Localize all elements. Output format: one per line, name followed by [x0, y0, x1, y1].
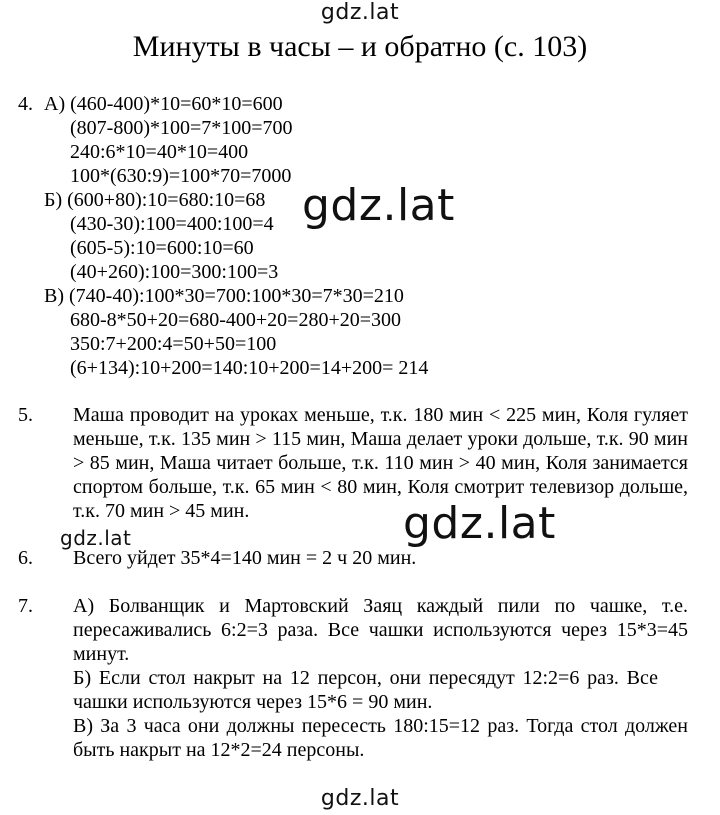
task-4-line: (807-800)*100=7*100=700	[70, 117, 293, 139]
task-5-line: т.к. 70 мин > 45 мин.	[73, 500, 250, 522]
page-title: Минуты в часы – и обратно (с. 103)	[132, 30, 588, 63]
watermark-bottom: gdz.lat	[320, 786, 400, 811]
task-5-line: Маша проводит на уроках меньше, т.к. 180 мин < 225 мин, Коля гуляет	[73, 404, 688, 426]
task-4-line: (40+260):100=300:100=3	[70, 261, 279, 283]
task-5-paragraph	[73, 403, 688, 523]
task-4-line: В) (740-40):100*30=700:100*30=7*30=210	[44, 285, 404, 307]
task-4-line: (430-30):100=400:100=4	[70, 213, 274, 235]
task-5-line: > 85 мин, Маша читает больше, т.к. 110 мин > 40 мин, Коля занимается	[73, 452, 688, 474]
task-5-line: спортом больше, т.к. 65 мин < 80 мин, Коля смотрит телевизор дольше,	[73, 476, 688, 498]
task-7-line: быть накрыт на 12*2=24 персоны.	[73, 739, 365, 761]
task-4-line: Б) (600+80):10=680:10=68	[44, 189, 266, 211]
task-6-line: Всего уйдет 35*4=140 мин = 2 ч 20 мин.	[73, 547, 417, 569]
watermark-top: gdz.lat	[320, 0, 400, 25]
task-5-number: 5.	[18, 404, 33, 426]
task-4-number: 4.	[18, 93, 33, 115]
task-7-line: В) За 3 часа они должны пересесть 180:15=12 раз. Тогда стол должен	[73, 715, 688, 737]
task-7-line: минут.	[73, 643, 130, 665]
task-4-line: 680-8*50+20=680-400+20=280+20=300	[70, 309, 401, 331]
task-4-line: 350:7+200:4=50+50=100	[70, 333, 277, 355]
task-4-line: 240:6*10=40*10=400	[70, 141, 249, 163]
watermark-large-1: gdz.lat	[302, 180, 455, 231]
watermark-small: gdz.lat	[60, 526, 132, 550]
task-4-line: А) (460-400)*10=60*10=600	[44, 93, 283, 115]
task-4-line: (6+134):10+200=140:10+200=14+200= 214	[70, 357, 429, 379]
task-7-line: пересаживались 6:2=3 раза. Все чашки используются через 15*3=45	[73, 619, 688, 641]
task-4-line: (605-5):10=600:10=60	[70, 237, 254, 259]
task-7-line: Б) Если стол накрыт на 12 персон, они пересядут 12:2=6 раз. Все	[73, 667, 658, 689]
task-7-line: А) Болванщик и Мартовский Заяц каждый пили по чашке, т.е.	[73, 595, 688, 617]
task-4-line: 100*(630:9)=100*70=7000	[70, 165, 292, 187]
task-5-line: меньше, т.к. 135 мин > 115 мин, Маша делает уроки дольше, т.к. 90 мин	[73, 428, 688, 450]
task-7-line: чашки используются через 15*6 = 90 мин.	[73, 691, 433, 713]
task-7-number: 7.	[18, 595, 33, 617]
task-7-paragraph	[73, 594, 688, 762]
watermark-large-2: gdz.lat	[403, 498, 556, 549]
task-6-number: 6.	[18, 547, 33, 569]
